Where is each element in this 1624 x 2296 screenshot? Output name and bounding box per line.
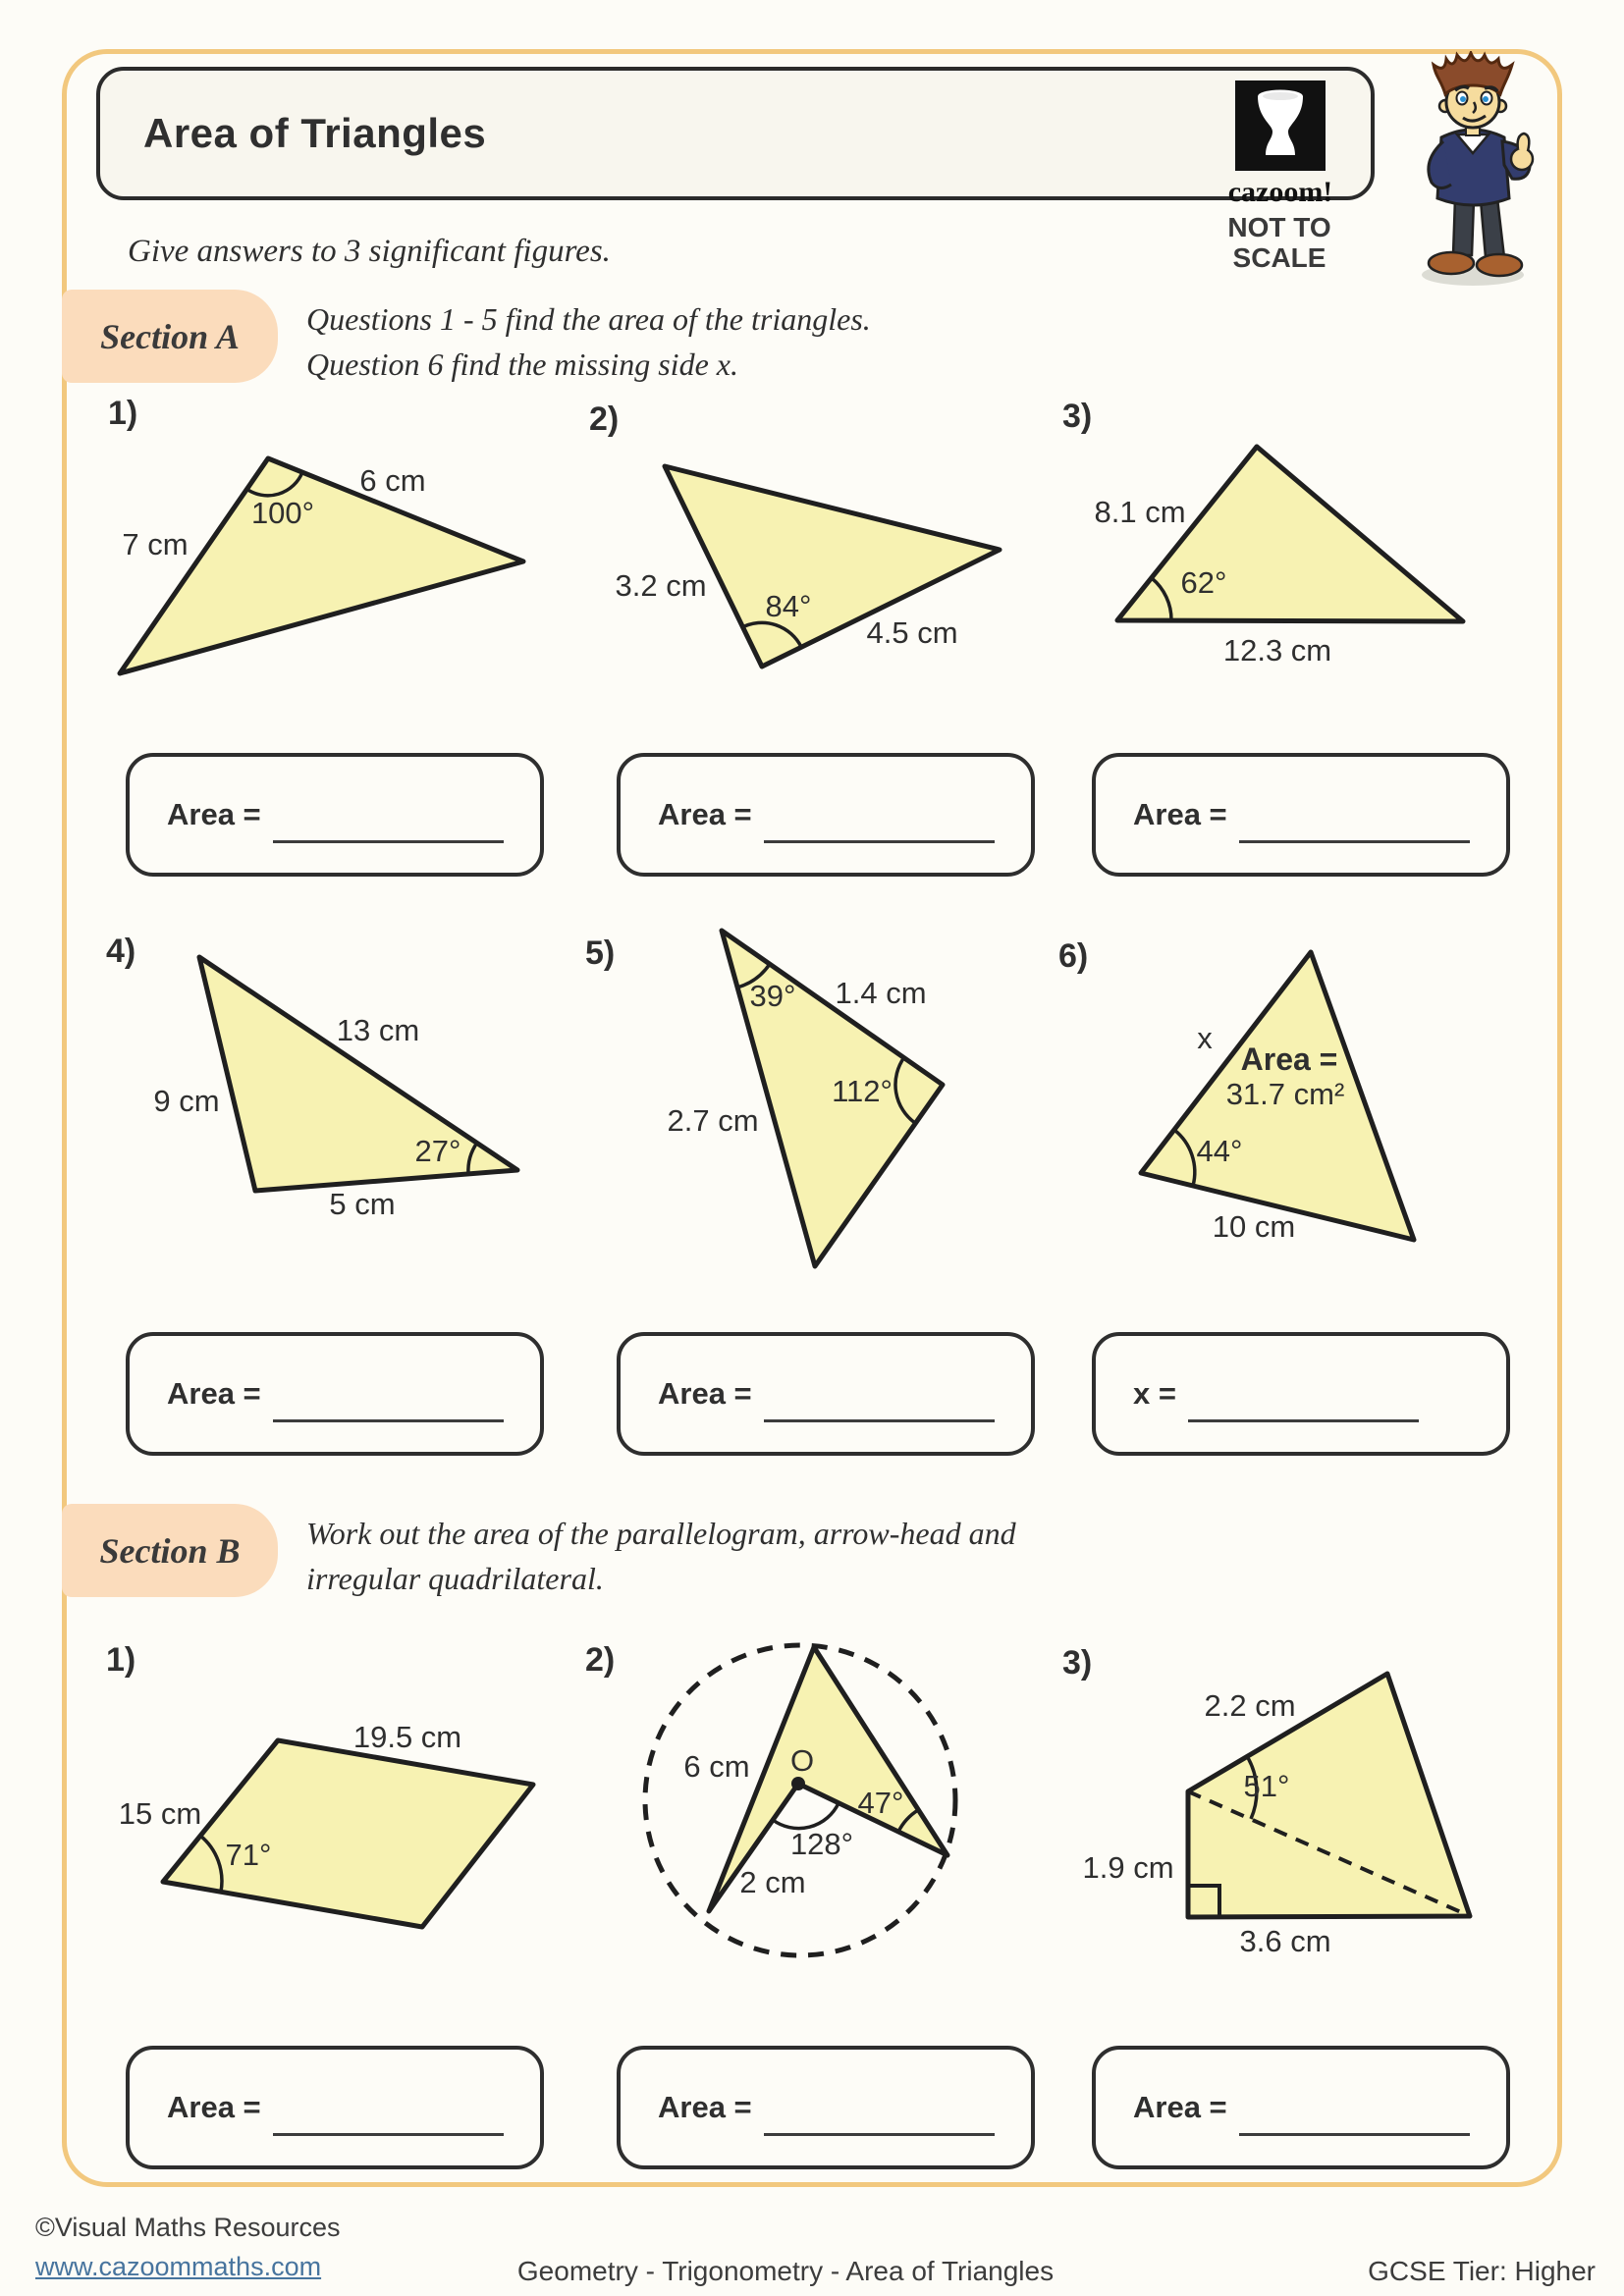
question-b1-number: 1) xyxy=(106,1641,136,1679)
svg-text:1.9 cm: 1.9 cm xyxy=(1082,1850,1174,1885)
triangle-a4 xyxy=(153,957,517,1221)
answer-label: x = xyxy=(1133,1376,1176,1411)
question-a2-number: 2) xyxy=(589,400,620,438)
footer-website-link[interactable]: www.cazoommaths.com xyxy=(35,2252,322,2281)
svg-text:2 cm: 2 cm xyxy=(739,1865,806,1899)
triangle-a3 xyxy=(1094,447,1463,667)
svg-text:128°: 128° xyxy=(789,1827,854,1861)
not-to-scale-label: NOT TO SCALE xyxy=(1227,212,1331,274)
svg-text:2.2 cm: 2.2 cm xyxy=(1204,1688,1296,1723)
question-a3-number: 3) xyxy=(1062,398,1093,435)
cazoom-logo-text: cazoom! xyxy=(1227,176,1333,208)
section-b-badge: Section B xyxy=(62,1504,278,1597)
svg-text:100°: 100° xyxy=(250,496,315,530)
question-b2-number: 2) xyxy=(585,1641,616,1679)
svg-text:13 cm: 13 cm xyxy=(336,1013,420,1047)
section-a-badge: Section A xyxy=(62,290,278,383)
answer-blank[interactable] xyxy=(1239,811,1470,843)
answer-box-b3[interactable] xyxy=(1092,2046,1510,2169)
svg-text:51°: 51° xyxy=(1243,1769,1290,1803)
answer-label: Area = xyxy=(658,2090,752,2124)
svg-text:9 cm: 9 cm xyxy=(153,1084,220,1118)
svg-text:2.7 cm: 2.7 cm xyxy=(667,1103,759,1138)
quadrilateral-b3 xyxy=(1082,1674,1470,1958)
answer-label: Area = xyxy=(167,1376,261,1411)
answer-blank[interactable] xyxy=(273,811,504,843)
svg-text:6 cm: 6 cm xyxy=(359,463,426,498)
svg-text:31.7 cm²: 31.7 cm² xyxy=(1225,1077,1345,1111)
svg-text:62°: 62° xyxy=(1180,565,1227,600)
answer-label: Area = xyxy=(658,797,752,831)
answer-box-a2[interactable] xyxy=(617,753,1035,877)
svg-text:O: O xyxy=(789,1743,815,1778)
svg-text:10 cm: 10 cm xyxy=(1212,1209,1296,1244)
svg-text:15 cm: 15 cm xyxy=(118,1796,202,1831)
section-b-instructions: Work out the area of the parallelogram, arrow-head and irregular quadrilateral. xyxy=(306,1516,1016,1596)
question-a5-number: 5) xyxy=(585,934,616,972)
svg-text:84°: 84° xyxy=(765,589,812,623)
question-b3-number: 3) xyxy=(1062,1644,1093,1682)
answer-label: Area = xyxy=(167,797,261,831)
svg-text:47°: 47° xyxy=(857,1786,904,1820)
answer-box-a6-x[interactable] xyxy=(1092,1332,1510,1456)
answer-label: Area = xyxy=(1133,2090,1227,2124)
arrowhead-b2 xyxy=(645,1645,955,1955)
svg-text:27°: 27° xyxy=(414,1134,461,1168)
answer-blank[interactable] xyxy=(764,2104,995,2136)
svg-text:Area =: Area = xyxy=(1240,1041,1338,1077)
question-a1-number: 1) xyxy=(108,395,138,432)
svg-text:112°: 112° xyxy=(832,1074,893,1108)
answer-blank[interactable] xyxy=(273,1390,504,1422)
question-a4-number: 4) xyxy=(106,933,136,970)
section-a-instructions: Questions 1 - 5 find the area of the triangles. Question 6 find the missing side x. xyxy=(306,301,871,382)
svg-text:4.5 cm: 4.5 cm xyxy=(866,615,958,650)
triangle-a2 xyxy=(615,466,1000,667)
instruction-significant-figures: Give answers to 3 significant figures. xyxy=(128,234,611,269)
answer-blank[interactable] xyxy=(764,1390,995,1422)
svg-text:1.4 cm: 1.4 cm xyxy=(835,976,927,1010)
footer-copyright: ©Visual Maths Resources xyxy=(35,2213,341,2242)
answer-box-a1[interactable] xyxy=(126,753,544,877)
answer-label: Area = xyxy=(658,1376,752,1411)
answer-blank[interactable] xyxy=(1239,2104,1470,2136)
svg-text:19.5 cm: 19.5 cm xyxy=(352,1720,462,1754)
answer-box-b2[interactable] xyxy=(617,2046,1035,2169)
svg-text:12.3 cm: 12.3 cm xyxy=(1222,633,1332,667)
svg-text:7 cm: 7 cm xyxy=(122,527,189,561)
answer-blank[interactable] xyxy=(764,811,995,843)
triangle-a1 xyxy=(120,458,523,673)
answer-blank[interactable] xyxy=(1188,1390,1419,1422)
answer-box-a4[interactable] xyxy=(126,1332,544,1456)
answer-box-a3[interactable] xyxy=(1092,753,1510,877)
svg-text:8.1 cm: 8.1 cm xyxy=(1094,495,1186,529)
answer-box-b1[interactable] xyxy=(126,2046,544,2169)
answer-label: Area = xyxy=(167,2090,261,2124)
svg-text:5 cm: 5 cm xyxy=(329,1187,396,1221)
triangle-a5 xyxy=(667,931,943,1266)
footer-tier: GCSE Tier: Higher xyxy=(1368,2256,1596,2286)
svg-text:39°: 39° xyxy=(749,979,796,1013)
svg-text:71°: 71° xyxy=(225,1838,272,1872)
svg-text:6 cm: 6 cm xyxy=(683,1749,750,1784)
svg-text:44°: 44° xyxy=(1196,1134,1243,1168)
svg-text:x: x xyxy=(1197,1021,1213,1055)
svg-text:3.6 cm: 3.6 cm xyxy=(1239,1924,1331,1958)
answer-box-a5[interactable] xyxy=(617,1332,1035,1456)
question-a6-number: 6) xyxy=(1058,937,1089,975)
answer-label: Area = xyxy=(1133,797,1227,831)
page-title: Area of Triangles xyxy=(143,110,487,156)
footer-topic: Geometry - Trigonometry - Area of Triangles xyxy=(516,2256,1055,2286)
svg-text:3.2 cm: 3.2 cm xyxy=(615,568,707,603)
triangle-a6 xyxy=(1141,952,1414,1244)
answer-blank[interactable] xyxy=(273,2104,504,2136)
parallelogram-b1 xyxy=(119,1720,533,1927)
